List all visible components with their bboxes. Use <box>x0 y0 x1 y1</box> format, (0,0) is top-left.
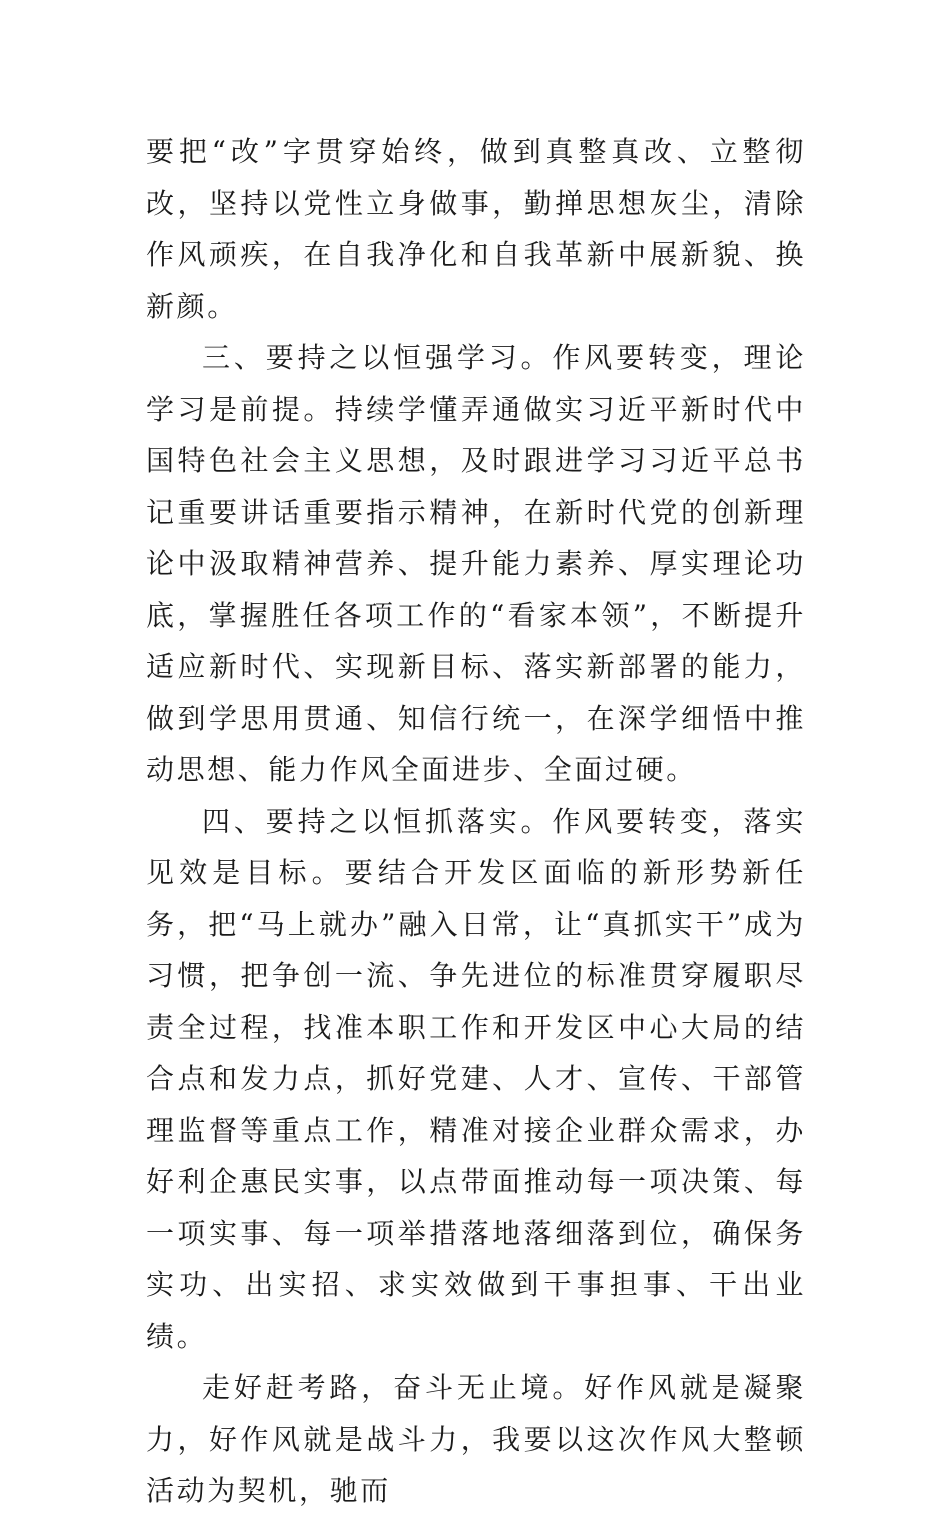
paragraph-conclusion: 走好赶考路，奋斗无止境。好作风就是凝聚力，好作风就是战斗力，我要以这次作风大整顿活动为契机，驰而 <box>146 1371 806 1507</box>
paragraph-study: 三、要持之以恒强学习。作风要转变，理论学习是前提。持续学懂弄通做实习近平新时代中国特色社会主义思想，及时跟进学习习近平总书记重要讲话重要指示精神，在新时代党的创新理论中汲取精神营养、提升能力素养、厚实理论功底，掌握胜任各项工作的“看家本领”，不断提升适应新时代、实现新目标、落实新部署的能力，做到学思用贯通、知信行统一，在深学细悟中推动思想、能力作风全面进步、全面过硬。 <box>146 341 806 786</box>
paragraph-continuation: 要把“改”字贯穿始终，做到真整真改、立整彻改，坚持以党性立身做事，勤掸思想灰尘，清除作风顽疾，在自我净化和自我革新中展新貌、换新颜。 <box>146 135 806 323</box>
paragraph-implementation: 四、要持之以恒抓落实。作风要转变，落实见效是目标。要结合开发区面临的新形势新任务，把“马上就办”融入日常，让“真抓实干”成为习惯，把争创一流、争先进位的标准贯穿履职尽责全过程，找准本职工作和开发区中心大局的结合点和发力点，抓好党建、人才、宣传、干部管理监督等重点工作，精准对接企业群众需求，办好利企惠民实事，以点带面推动每一项决策、每一项实事、每一项举措落地落细落到位，确保务实功、出实招、求实效做到干事担事、干出业绩。 <box>146 804 806 1353</box>
document-body <box>146 126 806 1517</box>
